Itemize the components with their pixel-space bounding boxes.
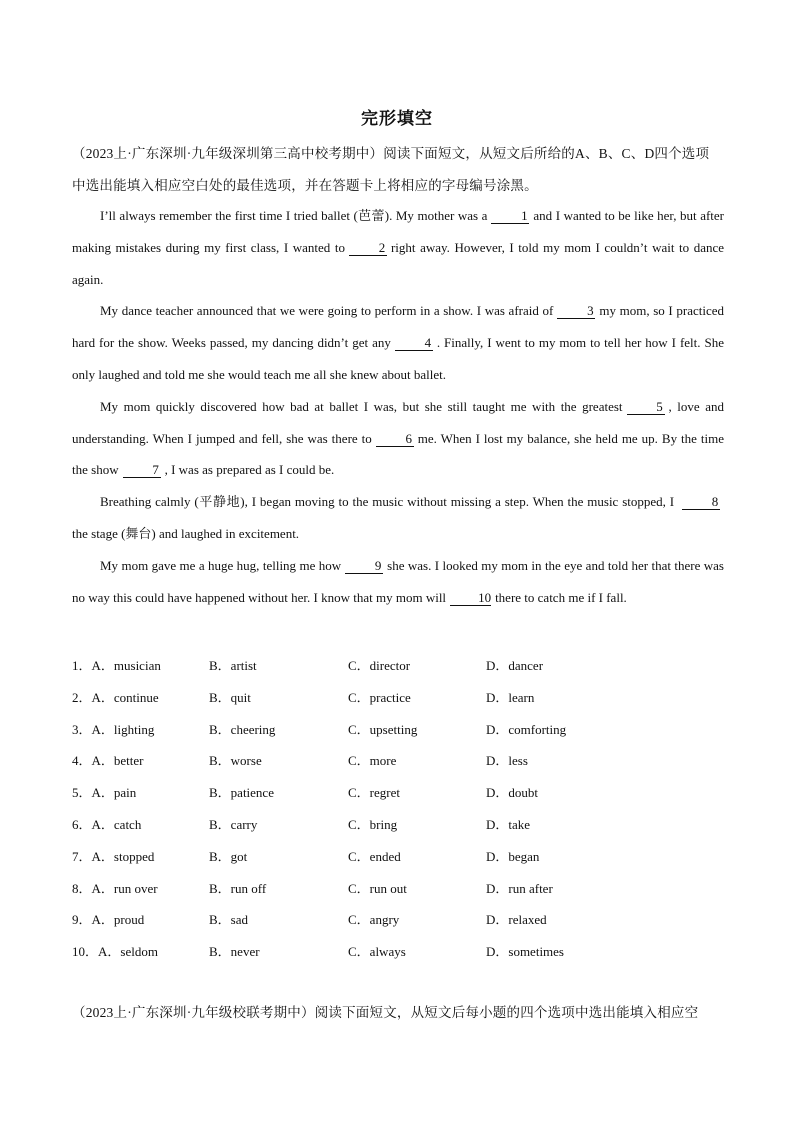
question-row [72, 647, 722, 679]
option-a [72, 878, 158, 897]
passage-paragraph [72, 295, 724, 390]
option-d: D．doubt [486, 785, 539, 801]
question-number: 10． [72, 944, 99, 960]
blank-2: 2 [349, 241, 387, 256]
question-row [72, 838, 722, 870]
option-c: C．bring [348, 816, 398, 832]
option-b: B．got [209, 848, 248, 864]
option-b: B．patience [209, 785, 274, 801]
question-number: 6． [72, 816, 92, 832]
question-number: 9． [72, 912, 92, 928]
option-d: D．relaxed [486, 912, 547, 928]
blank-1: 1 [491, 209, 529, 224]
option-b: B．run off [209, 880, 267, 896]
section-instructions: （2023上·广东深圳·九年级深圳第三高中校考期中）阅读下面短文，从短文后所给的A、B、C、D四个选项中选出能填入相应空白处的最佳选项，并在答题卡上将相应的字母编号涂黑。 [72, 146, 710, 193]
question-row [72, 711, 722, 743]
question-row [72, 933, 722, 965]
blank-9: 9 [345, 559, 383, 574]
next-section-instructions: （2023上·广东深圳·九年级校联考期中）阅读下面短文，从短文后每小题的四个选项中选出能填入相应空 [72, 1005, 699, 1020]
question-number: 7． [72, 848, 92, 864]
question-row [72, 870, 722, 902]
option-a [72, 687, 159, 706]
option-d: D．comforting [486, 721, 567, 737]
option-d: D．dancer [486, 658, 544, 673]
option-a-text: A．pain [91, 785, 137, 801]
option-a [72, 719, 154, 738]
passage-text: Breathing calmly (平静地), I began moving to the music without missing a step. When the music stopped, I [100, 494, 675, 510]
option-a [72, 846, 154, 865]
question-row [72, 901, 722, 933]
question-number: 2． [72, 689, 92, 705]
option-d: D．run after [486, 880, 553, 896]
option-c: C．regret [348, 785, 400, 801]
option-c: C．practice [348, 689, 411, 705]
passage-text: , love and understanding. When I jumped and fell, she was there to [72, 398, 724, 446]
option-d: D．less [486, 753, 528, 769]
blank-7: 7 [123, 463, 161, 478]
option-d: D．began [486, 848, 540, 864]
option-d: D．learn [486, 689, 535, 705]
option-c: C．run out [348, 880, 407, 896]
question-number: 1． [72, 658, 92, 673]
option-a [72, 655, 161, 674]
passage-text: My mom gave me a huge hug, telling me how [100, 557, 342, 573]
option-b: B．never [209, 944, 260, 960]
passage-paragraph [72, 200, 724, 295]
option-c: C．angry [348, 912, 400, 928]
question-number: 3． [72, 721, 92, 737]
option-a [72, 814, 141, 833]
page-title: 完形填空 [361, 109, 433, 129]
option-c: C．ended [348, 848, 401, 864]
option-c: C．always [348, 944, 406, 960]
passage-text: me. When I lost my balance, she held me up. By the time the show [72, 430, 724, 478]
option-a-text: A．catch [91, 816, 142, 832]
option-a-text: A．better [91, 753, 144, 769]
passage-text: and I wanted to be like her, but after making mistakes during my first class, I wanted to [72, 208, 724, 255]
option-b: B．cheering [209, 721, 276, 737]
option-b: B．artist [209, 658, 257, 673]
option-c: C．director [348, 658, 411, 673]
blank-4: 4 [395, 336, 433, 351]
option-a-text: A．lighting [91, 721, 155, 737]
option-b: B．carry [209, 816, 258, 832]
option-c: C．more [348, 753, 397, 769]
passage-text: My dance teacher announced that we were going to perform in a show. I was afraid of [100, 303, 554, 319]
option-d: D．sometimes [486, 944, 564, 960]
passage-paragraph [72, 550, 724, 614]
blank-3: 3 [557, 304, 595, 319]
question-row [72, 742, 722, 774]
question-number: 4． [72, 753, 92, 769]
option-a [72, 782, 136, 801]
passage-text: right away. However, I told my mom I couldn’t wait to dance again. [72, 239, 724, 287]
passage-text: the stage (舞台) and laughed in excitement. [72, 525, 300, 541]
option-a-text: A．seldom [98, 944, 158, 960]
option-a-text: A．musician [91, 658, 161, 673]
option-a [72, 909, 144, 928]
question-row [72, 774, 722, 806]
question-row [72, 806, 722, 838]
passage-text: there to catch me if I fall. [495, 589, 627, 605]
cloze-passage [72, 200, 724, 613]
question-number: 8． [72, 880, 92, 896]
option-b: B．worse [209, 753, 262, 769]
passage-text: my mom, so I practiced hard for the show. Weeks passed, my dancing didn’t get any [72, 303, 725, 351]
option-b: B．sad [209, 912, 249, 928]
passage-text: she was. I looked my mom in the eye and told her that there was no way this could have happened without her. I know that my mom will [72, 557, 724, 605]
option-a [72, 750, 144, 769]
blank-10: 10 [450, 591, 491, 606]
blank-6: 6 [376, 432, 414, 447]
option-c: C．upsetting [348, 721, 418, 737]
blank-5: 5 [627, 400, 665, 415]
blank-8: 8 [682, 495, 720, 510]
passage-text: My mom quickly discovered how bad at ballet I was, but she still taught me with the greatest [100, 398, 623, 414]
passage-text: . Finally, I went to my mom to tell her how I felt. She only laughed and told me she would teach me all she knew about ballet. [72, 335, 724, 382]
passage-paragraph [72, 486, 724, 550]
passage-text: , I was as prepared as I could be. [164, 462, 335, 478]
option-a [72, 941, 158, 960]
option-a-text: A．run over [91, 880, 158, 896]
option-d: D．take [486, 816, 531, 832]
option-a-text: A．proud [91, 912, 145, 928]
passage-paragraph [72, 391, 724, 486]
question-row [72, 679, 722, 711]
passage-text: I’ll always remember the first time I tried ballet (芭蕾). My mother was a [100, 208, 488, 223]
option-a-text: A．continue [91, 689, 159, 705]
question-number: 5． [72, 785, 92, 801]
option-b: B．quit [209, 689, 251, 705]
answer-options [72, 647, 722, 965]
option-a-text: A．stopped [91, 848, 155, 864]
